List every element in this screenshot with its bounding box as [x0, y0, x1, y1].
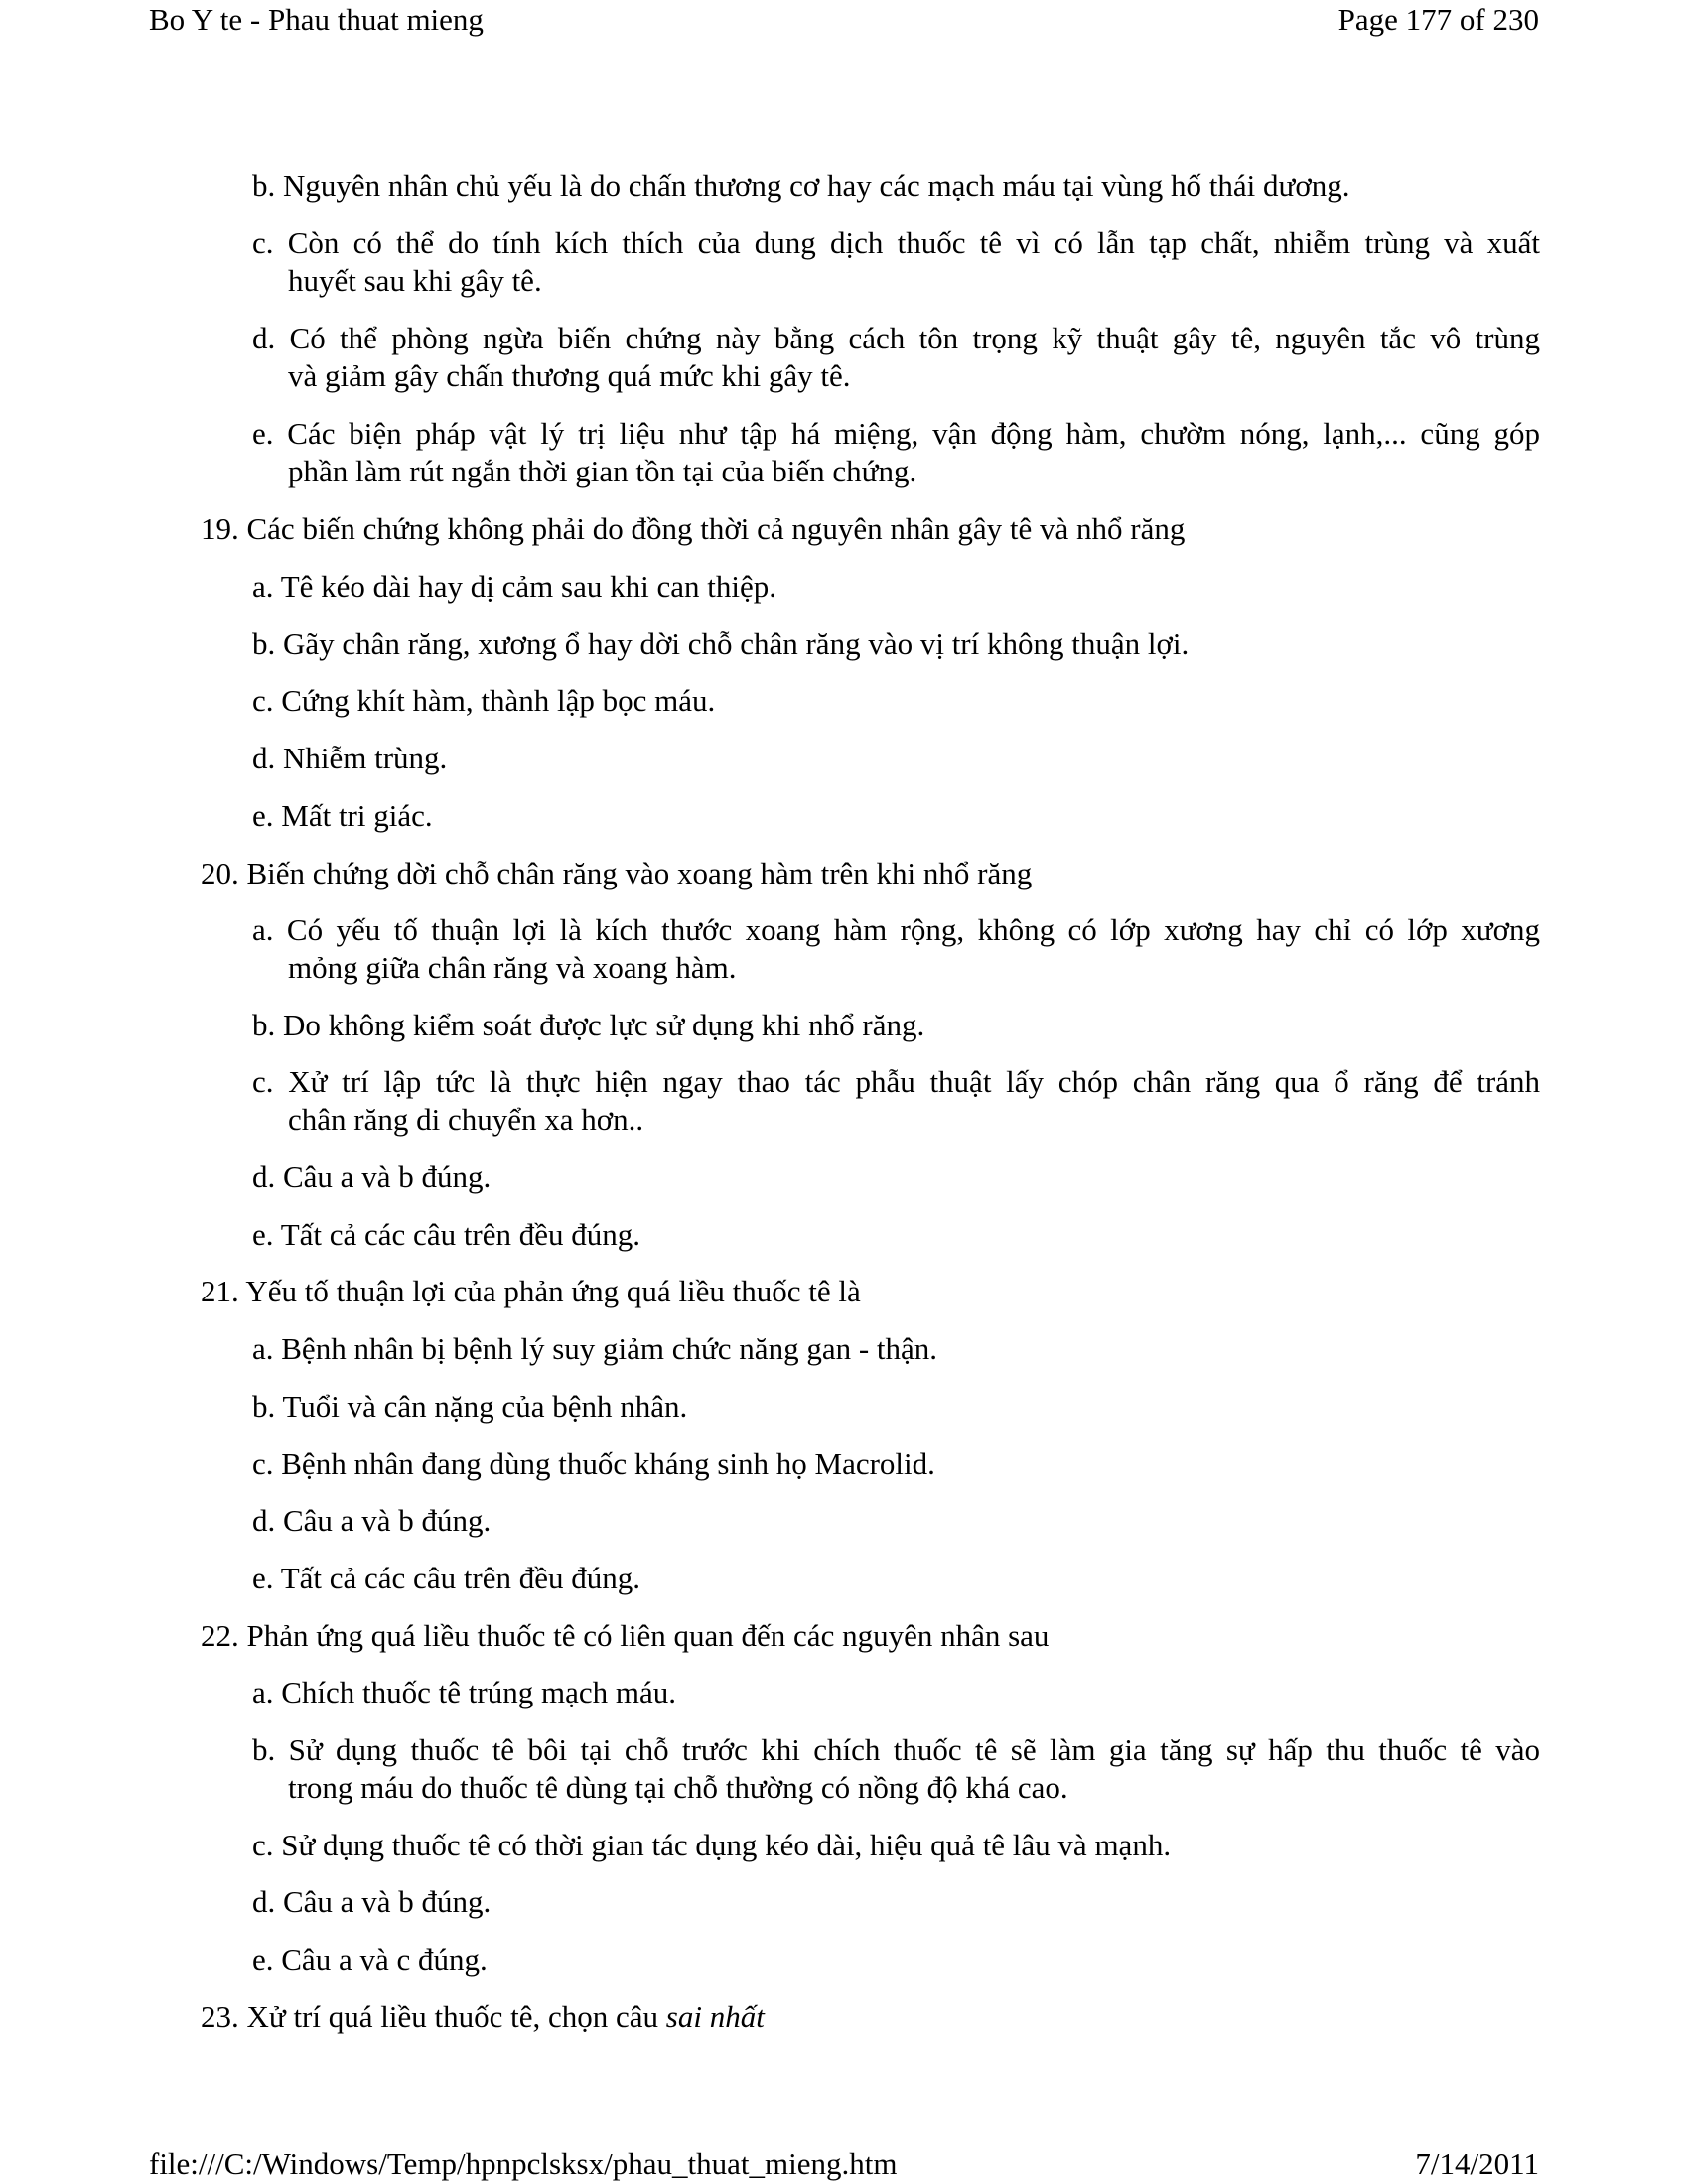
option-line: c. Bệnh nhân đang dùng thuốc kháng sinh họ Macrolid. — [252, 1446, 935, 1481]
option-line: e. Các biện pháp vật lý trị liệu như tập há miệng, vận động hàm, chườm nóng, lạnh,... cũng góp — [252, 416, 1540, 451]
option-line: e. Tất cả các câu trên đều đúng. — [252, 1561, 641, 1595]
question-21: 21. Yếu tố thuận lợi của phản ứng quá liều thuốc tê là — [201, 1274, 861, 1308]
question-19: 19. Các biến chứng không phải do đồng thời cả nguyên nhân gây tê và nhổ răng — [201, 511, 1186, 546]
question-23 — [201, 1998, 765, 2036]
option-line: d. Câu a và b đúng. — [252, 1160, 492, 1194]
option-line-continuation: phần làm rút ngắn thời gian tồn tại của biến chứng. — [288, 454, 917, 488]
option-line: b. Gãy chân răng, xương ổ hay dời chỗ chân răng vào vị trí không thuận lợi. — [252, 626, 1190, 661]
question-23-text: 23. Xử trí quá liều thuốc tê, chọn câu — [201, 1999, 666, 2034]
page-footer-date: 7/14/2011 — [1415, 2146, 1539, 2181]
option-line: b. Nguyên nhân chủ yếu là do chấn thương cơ hay các mạch máu tại vùng hố thái dương. — [252, 168, 1350, 203]
option-line: d. Câu a và b đúng. — [252, 1503, 492, 1538]
option-line: d. Nhiễm trùng. — [252, 741, 448, 775]
option-line: a. Tê kéo dài hay dị cảm sau khi can thiệp. — [252, 569, 776, 604]
question-22: 22. Phản ứng quá liều thuốc tê có liên quan đến các nguyên nhân sau — [201, 1618, 1050, 1653]
option-line: e. Tất cả các câu trên đều đúng. — [252, 1217, 641, 1252]
page-header-title: Bo Y te - Phau thuat mieng — [149, 2, 484, 37]
page-footer-path: file:///C:/Windows/Temp/hpnpclsksx/phau_thuat_mieng.htm — [149, 2146, 898, 2181]
question-20: 20. Biến chứng dời chỗ chân răng vào xoang hàm trên khi nhổ răng — [201, 856, 1033, 890]
option-line: c. Cứng khít hàm, thành lập bọc máu. — [252, 683, 716, 718]
option-line: a. Chích thuốc tê trúng mạch máu. — [252, 1675, 676, 1709]
option-line: b. Sử dụng thuốc tê bôi tại chỗ trước khi chích thuốc tê sẽ làm gia tăng sự hấp thu thuốc tê vào — [252, 1732, 1540, 1767]
option-line-continuation: chân răng di chuyển xa hơn.. — [288, 1102, 644, 1137]
option-line-continuation: mỏng giữa chân răng và xoang hàm. — [288, 950, 737, 985]
option-line: c. Xử trí lập tức là thực hiện ngay thao tác phẫu thuật lấy chóp chân răng qua ổ răng để tránh — [252, 1064, 1540, 1099]
option-line-continuation: huyết sau khi gây tê. — [288, 263, 542, 298]
option-line: d. Có thể phòng ngừa biến chứng này bằng cách tôn trọng kỹ thuật gây tê, nguyên tắc vô trùng — [252, 321, 1540, 355]
question-23-emphasis: sai nhất — [665, 1999, 765, 2034]
option-line: a. Bệnh nhân bị bệnh lý suy giảm chức năng gan - thận. — [252, 1331, 938, 1366]
option-line: c. Còn có thể do tính kích thích của dung dịch thuốc tê vì có lẫn tạp chất, nhiễm trùng và xuất — [252, 225, 1540, 260]
option-line-continuation: trong máu do thuốc tê dùng tại chỗ thường có nồng độ khá cao. — [288, 1770, 1068, 1805]
option-line-continuation: và giảm gây chấn thương quá mức khi gây tê. — [288, 358, 851, 393]
option-line: b. Tuổi và cân nặng của bệnh nhân. — [252, 1389, 688, 1424]
option-line: a. Có yếu tố thuận lợi là kích thước xoang hàm rộng, không có lớp xương hay chỉ có lớp xương — [252, 912, 1540, 947]
option-line: b. Do không kiểm soát được lực sử dụng khi nhổ răng. — [252, 1008, 925, 1042]
option-line: c. Sử dụng thuốc tê có thời gian tác dụng kéo dài, hiệu quả tê lâu và mạnh. — [252, 1828, 1172, 1862]
option-line: d. Câu a và b đúng. — [252, 1884, 492, 1919]
option-line: e. Mất tri giác. — [252, 798, 433, 833]
option-line: e. Câu a và c đúng. — [252, 1942, 488, 1977]
page-header-page-number: Page 177 of 230 — [1337, 2, 1539, 37]
